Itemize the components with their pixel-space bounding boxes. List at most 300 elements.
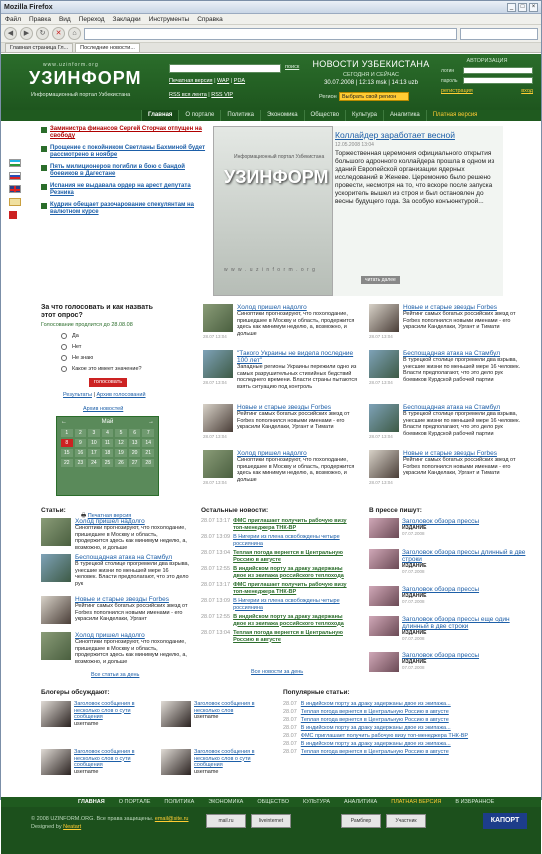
- login-link[interactable]: вход: [521, 88, 533, 94]
- news-card: [203, 350, 361, 390]
- article-title[interactable]: Новые и старые звезды Forbes: [75, 596, 169, 603]
- nav-culture[interactable]: Культура: [345, 110, 383, 121]
- news-archive-link[interactable]: Архив новостей: [83, 406, 124, 412]
- news-title[interactable]: Новые и старые звезды Forbes: [403, 304, 497, 311]
- top-news-link[interactable]: Пять милиционеров погибли в бою с бандой боевиков в Дагестане: [50, 164, 185, 177]
- register-link[interactable]: регистрация: [441, 88, 473, 94]
- all-articles-link[interactable]: Все статьи за день: [91, 672, 140, 678]
- calendar-day[interactable]: 14: [142, 439, 154, 447]
- news-photo[interactable]: [369, 350, 399, 378]
- article-title[interactable]: Холод пришел надолго: [75, 518, 145, 525]
- news-title[interactable]: Холод пришел надолго: [237, 450, 307, 457]
- popular-heading: Популярные статьи:: [283, 689, 350, 696]
- news-card: [369, 404, 527, 437]
- region-select[interactable]: Выбрать свой регион: [339, 92, 409, 101]
- blogger-avatar[interactable]: [161, 749, 191, 775]
- other-news-link[interactable]: В индийском порту за драку задержаны двое из экипажа российского теплохода: [233, 614, 344, 627]
- footer-nav-politics[interactable]: ПОЛИТИКА: [164, 799, 195, 805]
- news-card: [203, 404, 361, 439]
- blog-username: username: [74, 768, 99, 775]
- poll-deadline: Голосование продлится до 28.08.08: [41, 322, 133, 328]
- top-news-item[interactable]: [41, 145, 209, 159]
- calendar-day[interactable]: 24: [88, 459, 100, 467]
- calendar-day[interactable]: 20: [129, 449, 141, 457]
- press-item: [369, 616, 529, 641]
- article-text: Синоптики прогнозируют, что похолодание, пришедшее в Москву и область, продержится здесь как минимум неделю, а, возможно, и дольше: [75, 639, 187, 665]
- reload-icon[interactable]: ↻: [36, 27, 49, 40]
- popular-link[interactable]: ФМС приглашает получить рабочую визу топ-менеджера ТНК-ВР: [300, 733, 469, 739]
- printer-icon: 🖶: [81, 513, 87, 519]
- calendar-day[interactable]: 12: [115, 439, 127, 447]
- news-header-subtitle: СЕГОДНЯ И СЕЙЧАС: [343, 72, 399, 78]
- article-item: [41, 554, 191, 587]
- press-item: [369, 518, 529, 538]
- web-search-field[interactable]: [460, 28, 538, 40]
- calendar-day[interactable]: 8: [61, 439, 73, 447]
- home-flag-icon[interactable]: [9, 198, 21, 206]
- footer-nav-economy[interactable]: ЭКОНОМИКА: [208, 799, 244, 805]
- top-news-item[interactable]: [41, 164, 209, 178]
- article-text: В турецкой столице прогремели два взрыва, унесшие жизни по меньшей мере 16 человек. Власти предполагают, что это дело рук: [75, 561, 190, 587]
- auth-title: АВТОРИЗАЦИЯ: [466, 58, 508, 64]
- other-news-item: [201, 518, 356, 531]
- popular-date: 28.07: [283, 717, 297, 723]
- news-text: Рейтинг самых богатых российских звезд от Forbes пополнился новыми именами - его украсили Канделаки, Ургант и Тимати: [237, 411, 350, 430]
- news-photo[interactable]: [203, 350, 233, 378]
- close-button[interactable]: ×: [529, 3, 538, 12]
- nav-paid-version[interactable]: Платная версия: [426, 110, 484, 121]
- calendar-day[interactable]: 9: [75, 439, 87, 447]
- radio-button[interactable]: [61, 344, 67, 350]
- kapital-logo[interactable]: КАПОРТ: [483, 813, 527, 829]
- article-item: [41, 518, 191, 551]
- site-tagline: Информационный портал Узбекистана: [31, 92, 131, 98]
- menu-view[interactable]: Вид: [58, 15, 71, 23]
- password-label: пароль: [441, 77, 458, 84]
- news-photo[interactable]: [369, 450, 399, 478]
- news-date: 28.07 13:04: [203, 434, 227, 439]
- press-source: ИЗДАНИЕ: [402, 593, 427, 599]
- menu-edit[interactable]: Правка: [28, 15, 51, 23]
- popular-date: 28.07: [283, 741, 297, 747]
- bullet-icon: [41, 127, 47, 133]
- nav-politics[interactable]: Политика: [220, 110, 260, 121]
- press-date: 07.07.2008: [402, 569, 425, 574]
- popular-item: [283, 748, 523, 756]
- print-version-link[interactable]: Печатная версия: [87, 513, 132, 519]
- press-date: 07.07.2008: [402, 531, 425, 536]
- radio-button[interactable]: [61, 355, 67, 361]
- back-arrow-icon[interactable]: ◀: [4, 27, 17, 40]
- other-news-item: [201, 598, 356, 611]
- calendar-day[interactable]: 28: [142, 459, 154, 467]
- featured-text: Торжественная церемония официального открытия большого адронного коллайдера прошла в одном из зданий Европейской организации ядерных исследований в Женеве. Церемонию было решено провести, несмотря на то, что вскоре после запуска ускоритель вышел из строя и был остановлен до весны будущего года. За особую конъюнктурой...: [335, 150, 495, 205]
- popular-date: 28.07: [283, 709, 297, 715]
- article-text: Рейтинг самых богатых российских звезд от Forbes пополнился новыми именами - его украсили Канделаки, Ургант: [75, 603, 188, 622]
- other-news-date: 28.07 13:17: [201, 518, 231, 524]
- menu-help[interactable]: Справка: [197, 15, 223, 23]
- news-date: 28.07 13:04: [369, 434, 393, 439]
- rss-vip-link[interactable]: RSS VIP: [211, 92, 233, 98]
- news-title[interactable]: "Такого Украины не видела последние 100 лет": [237, 350, 354, 364]
- page-content: [1, 54, 541, 830]
- site-header: [1, 54, 541, 110]
- press-source: ИЗДАНИЕ: [402, 563, 427, 569]
- next-month-icon[interactable]: →: [147, 419, 154, 425]
- popular-date: 28.07: [283, 701, 297, 707]
- browser-tab[interactable]: Главная страница Гл...: [5, 43, 73, 52]
- counter-badge[interactable]: Участник: [386, 814, 426, 828]
- footer-nav-culture[interactable]: КУЛЬТУРА: [302, 799, 331, 805]
- calendar-day[interactable]: 15: [61, 449, 73, 457]
- site-footer: [1, 807, 541, 854]
- region-label: Регион: [319, 94, 337, 100]
- footer-nav: [1, 797, 541, 807]
- other-news-link[interactable]: В индийском порту за драку задержаны двое из экипажа российского теплохода: [233, 566, 344, 579]
- popular-link[interactable]: Теплая погода вернется в Центральную Россию в августе: [300, 709, 449, 715]
- bullet-icon: [41, 146, 47, 152]
- other-news-date: 28.07 12:55: [201, 614, 231, 620]
- poll-results-link[interactable]: Результаты: [63, 392, 92, 398]
- featured-date: 12.05.2008 13:04: [335, 142, 374, 148]
- browser-tab[interactable]: Последние новости...: [75, 43, 140, 52]
- rss-feed-link[interactable]: RSS вся лента: [169, 92, 207, 98]
- blog-item: [161, 749, 279, 775]
- prev-month-icon[interactable]: ←: [61, 419, 67, 425]
- blogger-avatar[interactable]: [41, 701, 71, 727]
- press-photo[interactable]: [369, 616, 399, 636]
- other-news-item: [201, 534, 356, 547]
- news-photo[interactable]: [203, 450, 233, 478]
- read-more-button[interactable]: читать далее: [361, 276, 400, 284]
- blogger-avatar[interactable]: [41, 749, 71, 775]
- news-card: [203, 304, 361, 337]
- news-text: Синоптики прогнозируют, что похолодание, пришедшее в Москву и область, продержится здесь как минимум неделю, а, возможно, и дольше: [237, 457, 355, 483]
- calendar-day[interactable]: 22: [61, 459, 73, 467]
- calendar-day[interactable]: 6: [129, 429, 141, 437]
- nav-home[interactable]: Главная: [141, 110, 178, 121]
- copyright: © 2008 UZINFORM.ORG. Все права защищены. email@site.ru Designed by Neatart: [31, 816, 189, 830]
- other-news-link[interactable]: В Нигерии из плена освобождены четыре россиянина: [233, 598, 340, 611]
- menu-file[interactable]: Файл: [5, 15, 21, 23]
- bullet-icon: [41, 203, 47, 209]
- press-title[interactable]: Заголовок обзора прессы еще один длинный в две строки: [402, 616, 510, 630]
- menu-bookmarks[interactable]: Закладки: [112, 15, 141, 23]
- news-card: [203, 450, 361, 483]
- print-version-link[interactable]: Печатная версия: [169, 78, 213, 84]
- press-date: 07.07.2008: [402, 665, 425, 670]
- other-news-list: [201, 518, 356, 646]
- poll-option[interactable]: Какое это имеет значение?: [41, 366, 161, 372]
- calendar: [56, 416, 159, 496]
- poll-option[interactable]: Не знаю: [41, 355, 161, 361]
- featured-title[interactable]: Коллайдер заработает весной: [335, 130, 455, 140]
- popular-link[interactable]: В индийском порту за драку задержаны двое из экипажа...: [300, 701, 451, 707]
- footer-nav-analytics[interactable]: АНАЛИТИКА: [344, 799, 378, 805]
- blog-username: username: [194, 714, 219, 720]
- popular-list: [283, 700, 523, 756]
- calendar-day[interactable]: 16: [75, 449, 87, 457]
- article-photo[interactable]: [41, 632, 71, 660]
- radio-button[interactable]: [61, 366, 67, 372]
- press-photo[interactable]: [369, 652, 399, 672]
- news-header-title: НОВОСТИ УЗБЕКИСТАНА: [312, 59, 430, 69]
- press-title[interactable]: Заголовок обзора прессы длинный в две строки: [402, 549, 526, 563]
- other-news-link[interactable]: В Нигерии из плена освобождены четыре россиянина: [233, 534, 340, 547]
- news-card: [369, 304, 527, 339]
- popular-item: [283, 708, 523, 716]
- footer-nav-favorites[interactable]: В ИЗБРАННОЕ: [455, 799, 495, 805]
- footer-nav-society[interactable]: ОБЩЕСТВО: [257, 799, 289, 805]
- other-news-link[interactable]: Теплая погода вернется в Центральную Россию в августе: [233, 630, 343, 643]
- press-item: [369, 652, 529, 672]
- news-photo[interactable]: [369, 404, 399, 432]
- popular-link[interactable]: Теплая погода вернется в Центральную Россию в августе: [300, 749, 449, 755]
- top-news-item[interactable]: [41, 126, 209, 140]
- tab-strip: [1, 43, 541, 53]
- popular-date: 28.07: [283, 733, 297, 739]
- poll-option[interactable]: Нет: [41, 344, 161, 350]
- news-date: 28.07 13:04: [369, 334, 393, 339]
- rss-links: RSS вся лента | RSS VIP: [169, 92, 233, 98]
- english-flag-icon[interactable]: [9, 185, 21, 193]
- news-text: В турецкой столице прогремели два взрыва, унесшие жизни по меньшей мере 16 человек. Власти предполагают, что это дело рук боевиков Курдской рабочей партии: [403, 357, 521, 383]
- footer-nav-home[interactable]: ГЛАВНАЯ: [78, 799, 105, 805]
- date-time: 30.07.2008 | 12:13 msk | 14:13 uzb: [324, 80, 418, 86]
- news-card: [369, 350, 527, 383]
- radio-button[interactable]: [61, 333, 67, 339]
- wap-link[interactable]: WAP: [217, 78, 230, 84]
- calendar-day[interactable]: 4: [102, 429, 114, 437]
- calendar-day[interactable]: 17: [88, 449, 100, 457]
- other-news-date: 28.07 13:09: [201, 598, 231, 604]
- popular-item: [283, 724, 523, 732]
- press-source: ИЗДАНИЕ: [402, 630, 427, 636]
- news-date: 28.07 13:04: [203, 480, 227, 485]
- minimize-button[interactable]: _: [507, 3, 516, 12]
- calendar-month: Май: [101, 419, 114, 425]
- calendar-day[interactable]: 26: [115, 459, 127, 467]
- menu-bar: [1, 14, 541, 25]
- news-title[interactable]: Новые и старые звезды Forbes: [237, 404, 331, 411]
- articles-heading: Статьи:: [41, 507, 66, 514]
- bullet-icon: [41, 165, 47, 171]
- title-bar: [1, 1, 541, 14]
- blog-username: username: [74, 720, 99, 727]
- press-heading: В прессе пишут:: [369, 507, 422, 514]
- top-news-link[interactable]: Кудрин обещает разочарование спекулянтам на валютном курсе: [50, 202, 195, 215]
- blogger-avatar[interactable]: [161, 701, 191, 727]
- password-input[interactable]: [463, 77, 533, 84]
- article-text: Синоптики прогнозируют, что похолодание, пришедшее в Москву и область, продержится здесь как минимум неделю, а, возможно, и дольше: [75, 525, 187, 551]
- top-news-item[interactable]: [41, 202, 209, 216]
- article-photo[interactable]: [41, 554, 71, 582]
- news-card: [369, 450, 527, 485]
- calendar-day[interactable]: 3: [88, 429, 100, 437]
- popular-date: 28.07: [283, 725, 297, 731]
- menu-tools[interactable]: Инструменты: [148, 15, 190, 23]
- nav-economy[interactable]: Экономика: [260, 110, 304, 121]
- search-button[interactable]: поиск: [285, 64, 300, 70]
- top-news-link[interactable]: Прощение с покойником Светланы Бахминой будет рассмотрено в ноябре: [50, 145, 206, 158]
- featured-article: [333, 126, 503, 296]
- other-news-link[interactable]: Теплая погода вернется в Центральную Россию в августе: [233, 550, 343, 563]
- news-text: Синоптики прогнозируют, что похолодание, пришедшее в Москву и область, продержится здесь как минимум неделю, а, возможно, и дольше: [237, 311, 355, 337]
- auth-panel: [441, 58, 533, 94]
- calendar-day[interactable]: 27: [129, 459, 141, 467]
- login-label: логин: [441, 67, 455, 74]
- blog-item: [41, 749, 159, 775]
- calendar-day[interactable]: 25: [102, 459, 114, 467]
- press-title[interactable]: Заголовок обзора прессы: [402, 586, 480, 593]
- site-search-input[interactable]: [169, 64, 281, 73]
- flag-icon[interactable]: [9, 211, 17, 219]
- counter-badge[interactable]: liveinternet: [251, 814, 291, 828]
- stop-icon[interactable]: ✕: [52, 27, 65, 40]
- other-news-item: [201, 550, 356, 563]
- press-item: [369, 586, 529, 606]
- header-links: Печатная версия | WAP | PDA: [169, 78, 246, 84]
- article-title[interactable]: Холод пришел надолго: [75, 632, 145, 639]
- news-text: Западные регионы Украины пережили одно из самых разрушительных стихийных бедствий последнего времени. Власти страны пытаются взять ситуацию под контроль: [237, 364, 358, 390]
- other-news-heading: Остальные новости:: [201, 507, 269, 514]
- banner-subtitle: Информационный портал Узбекистана: [234, 154, 325, 160]
- blog-title[interactable]: Заголовок сообщения в несколько слов о сути сообщения: [194, 749, 255, 768]
- news-date: 28.07 13:04: [203, 334, 227, 339]
- calendar-day[interactable]: 13: [129, 439, 141, 447]
- window-title: Mozilla Firefox: [4, 3, 53, 11]
- news-title[interactable]: Беспощадная атака на Стамбул: [403, 404, 501, 411]
- poll-option[interactable]: Да: [41, 333, 161, 339]
- popular-link[interactable]: В индийском порту за драку задержаны двое из экипажа...: [300, 741, 451, 747]
- popular-link[interactable]: Теплая погода вернется в Центральную Россию в августе: [300, 717, 449, 723]
- other-news-item: [201, 566, 356, 579]
- nav-society[interactable]: Общество: [304, 110, 346, 121]
- banner-url: w w w . u z i n f o r m . o r g: [224, 267, 316, 273]
- address-bar[interactable]: [84, 28, 457, 40]
- forward-arrow-icon[interactable]: ▶: [20, 27, 33, 40]
- calendar-day[interactable]: 5: [115, 429, 127, 437]
- news-title[interactable]: Беспощадная атака на Стамбул: [403, 350, 501, 357]
- calendar-day[interactable]: 19: [115, 449, 127, 457]
- press-photo[interactable]: [369, 518, 399, 538]
- popular-item: [283, 716, 523, 724]
- navigation-toolbar: [1, 25, 541, 43]
- article-item: [41, 596, 191, 624]
- language-flags: [9, 159, 23, 224]
- news-text: В турецкой столице прогремели два взрыва, унесшие жизни по меньшей мере 16 человек. Власти предполагают, что это дело рук боевиков Курдской рабочей партии: [403, 411, 521, 437]
- counter-badge[interactable]: mail.ru: [206, 814, 246, 828]
- calendar-day[interactable]: 11: [102, 439, 114, 447]
- footer-nav-about[interactable]: О ПОРТАЛЕ: [118, 799, 151, 805]
- other-news-item: [201, 630, 356, 643]
- footer-nav-paid[interactable]: ПЛАТНАЯ ВЕРСИЯ: [391, 799, 442, 805]
- press-title[interactable]: Заголовок обзора прессы: [402, 652, 480, 659]
- blog-title[interactable]: Заголовок сообщения в несколько слов о сути сообщения: [74, 749, 135, 768]
- press-date: 07.07.2008: [402, 599, 425, 604]
- nav-analytics[interactable]: Аналитика: [383, 110, 426, 121]
- poll: За что голосовать и как назвать этот опрос? Голосование продлится до 28.08.08 Да Нет Не знаю Какое это имеет значение? голосовать Результаты | Архив голосований: [41, 304, 161, 398]
- news-photo[interactable]: [203, 404, 233, 432]
- news-title[interactable]: Холод пришел надолго: [237, 304, 307, 311]
- uzbek-flag-icon[interactable]: [9, 159, 21, 167]
- other-news-item: [201, 582, 356, 595]
- news-photo[interactable]: [369, 304, 399, 332]
- bloggers-heading: Блогеры обсуждают:: [41, 689, 110, 696]
- bullet-icon: [41, 184, 47, 190]
- news-text: Рейтинг самых богатых российских звезд от Forbes пополнился новыми именами - его украсили Канделаки, Ургант и Тимати: [403, 311, 516, 330]
- calendar-day[interactable]: 21: [142, 449, 154, 457]
- blog-item: [161, 701, 279, 727]
- calendar-day[interactable]: 23: [75, 459, 87, 467]
- top-news-link[interactable]: Заминистра финансов Сергей Сторчак отпущен на свободу: [50, 126, 202, 139]
- calendar-day[interactable]: 7: [142, 429, 154, 437]
- calendar-day[interactable]: 1: [61, 429, 73, 437]
- vote-button[interactable]: голосовать: [89, 378, 127, 387]
- article-photo[interactable]: [41, 596, 71, 624]
- other-news-date: 28.07 12:55: [201, 566, 231, 572]
- other-news-link[interactable]: ФМС приглашает получить рабочую визу топ-менеджера ТНК-ВР: [233, 582, 347, 595]
- popular-item: [283, 740, 523, 748]
- other-news-link[interactable]: ФМС приглашает получить рабочую визу топ-менеджера ТНК-ВР: [233, 518, 347, 531]
- top-news-link[interactable]: Испания не выдавала ордер на арест депутата Резника: [50, 183, 191, 196]
- calendar-day[interactable]: 10: [88, 439, 100, 447]
- press-item: [369, 549, 529, 574]
- news-photo[interactable]: [203, 304, 233, 332]
- blog-username: username: [194, 768, 219, 775]
- calendar-grid: [57, 427, 158, 469]
- other-news-date: 28.07 13:17: [201, 582, 231, 588]
- counter-badge[interactable]: Рамблер: [341, 814, 381, 828]
- article-photo[interactable]: [41, 518, 71, 546]
- top-news-list: [41, 126, 209, 221]
- poll-question: За что голосовать и как назвать этот опрос?: [41, 304, 153, 319]
- menu-go[interactable]: Переход: [78, 15, 105, 23]
- press-photo[interactable]: [369, 549, 399, 569]
- home-icon[interactable]: ⌂: [68, 27, 81, 40]
- blog-item: [41, 701, 159, 727]
- blog-title[interactable]: Заголовок сообщения в несколько слов: [194, 701, 255, 714]
- popular-date: 28.07: [283, 749, 297, 755]
- pda-link[interactable]: PDA: [233, 78, 246, 84]
- calendar-day[interactable]: 2: [75, 429, 87, 437]
- top-news-item[interactable]: [41, 183, 209, 197]
- site-logo[interactable]: www.uzinform.org УЗИНФОРМ: [29, 62, 142, 88]
- maximize-button[interactable]: □: [518, 3, 527, 12]
- press-source: ИЗДАНИЕ: [402, 525, 427, 531]
- press-source: ИЗДАНИЕ: [402, 659, 427, 665]
- popular-item: [283, 732, 523, 740]
- featured-banner[interactable]: [213, 126, 333, 296]
- popular-item: [283, 700, 523, 708]
- russian-flag-icon[interactable]: [9, 172, 21, 180]
- login-input[interactable]: [463, 67, 533, 74]
- popular-link[interactable]: В индийском порту за драку задержаны двое из экипажа...: [300, 725, 451, 731]
- all-news-link[interactable]: Все новости за день: [251, 669, 304, 675]
- press-photo[interactable]: [369, 586, 399, 606]
- poll-archive-link[interactable]: Архив голосований: [96, 392, 146, 398]
- blog-title[interactable]: Заголовок сообщения в несколько слов о сути сообщения: [74, 701, 135, 720]
- press-title[interactable]: Заголовок обзора прессы: [402, 518, 480, 525]
- banner-logo: УЗИНФОРМ: [224, 167, 329, 187]
- news-title[interactable]: Новые и старые звезды Forbes: [403, 450, 497, 457]
- article-title[interactable]: Беспощадная атака на Стамбул: [75, 554, 173, 561]
- calendar-day[interactable]: 18: [102, 449, 114, 457]
- other-news-date: 28.07 13:09: [201, 534, 231, 540]
- email-link[interactable]: email@site.ru: [154, 816, 189, 822]
- designer-link[interactable]: Neatart: [63, 824, 82, 830]
- nav-about[interactable]: О портале: [178, 110, 220, 121]
